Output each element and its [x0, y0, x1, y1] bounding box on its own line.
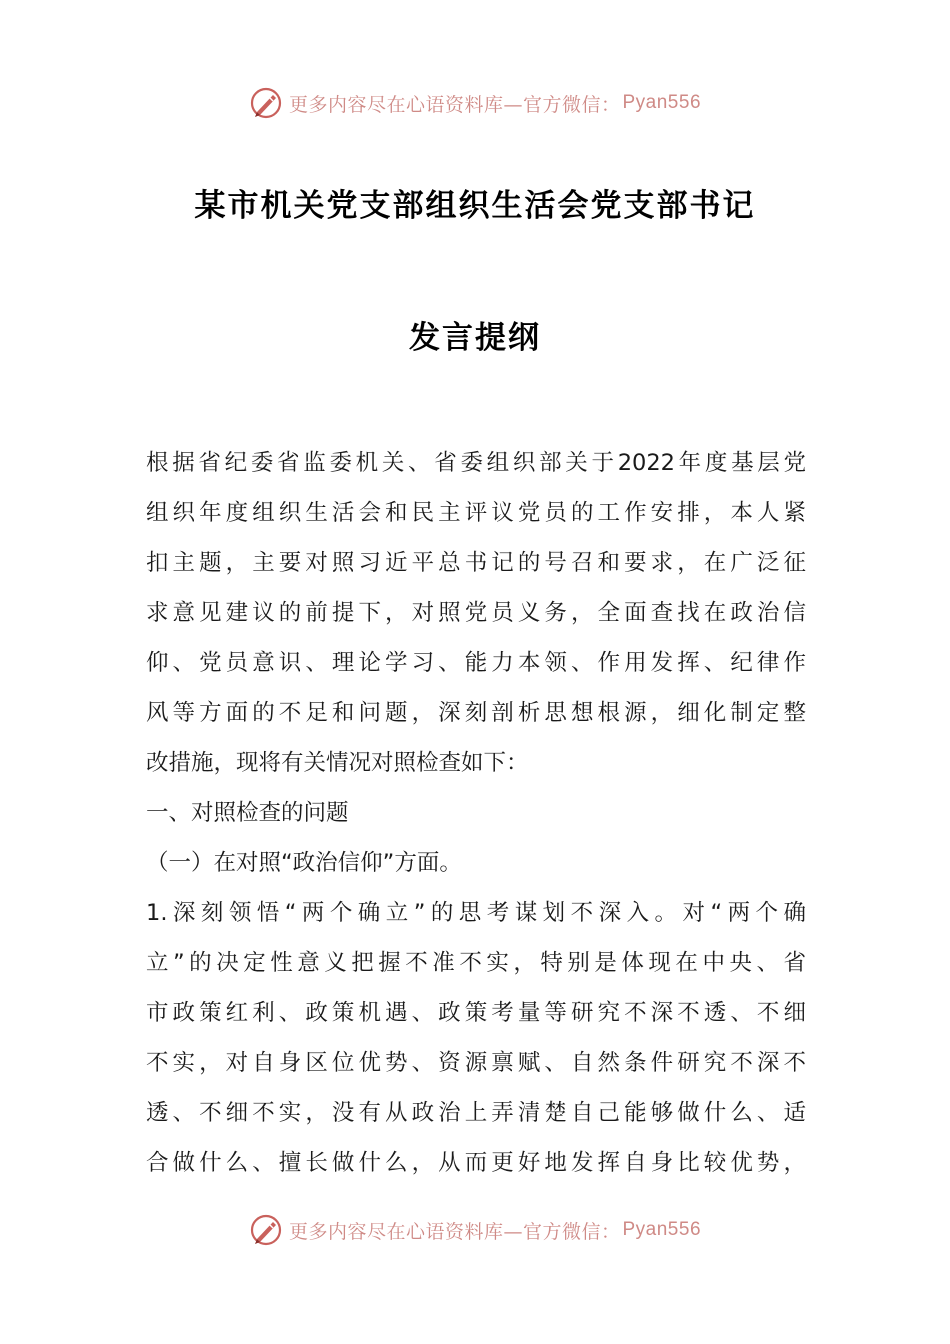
pen-logo-icon: [249, 86, 283, 120]
body-line: 根据省纪委省监委机关、省委组织部关于2022年度基层党: [146, 450, 806, 476]
document-body: [146, 438, 806, 1188]
pen-logo-icon: [249, 1213, 283, 1247]
section-heading: 一、对照检查的问题: [146, 800, 349, 826]
body-line: 改措施，现将有关情况对照检查如下：: [146, 750, 529, 776]
body-line: 透、不细不实，没有从政治上弄清楚自己能够做什么、适: [146, 1100, 806, 1126]
body-line: 扣主题，主要对照习近平总书记的号召和要求，在广泛征: [146, 550, 806, 576]
watermark-wechat-id: Pyan556: [622, 1219, 702, 1240]
body-line: 求意见建议的前提下，对照党员义务，全面查找在政治信: [146, 600, 806, 626]
subsection-heading: （一）在对照“政治信仰”方面。: [146, 850, 462, 876]
body-line: 组织年度组织生活会和民主评议党员的工作安排，本人紧: [146, 500, 806, 526]
body-line: 风等方面的不足和问题，深刻剖析思想根源，细化制定整: [146, 700, 806, 726]
watermark-text: 更多内容尽在心语资料库—官方微信：: [288, 93, 621, 116]
body-line: 合做什么、擅长做什么，从而更好地发挥自身比较优势，: [146, 1150, 806, 1176]
watermark-wechat-id: Pyan556: [622, 92, 702, 113]
document-title-line-1: 某市机关党支部组织生活会党支部书记: [194, 188, 756, 224]
watermark-text: 更多内容尽在心语资料库—官方微信：: [288, 1220, 621, 1243]
watermark-footer: [0, 1212, 950, 1248]
document-title-line-2: 发言提纲: [409, 320, 541, 356]
body-line: 不实，对自身区位优势、资源禀赋、自然条件研究不深不: [146, 1050, 806, 1076]
body-line: 1.深刻领悟“两个确立”的思考谋划不深入。对“两个确: [146, 900, 806, 926]
body-line: 立”的决定性意义把握不准不实，特别是体现在中央、省: [146, 950, 806, 976]
body-line: 市政策红利、政策机遇、政策考量等研究不深不透、不细: [146, 1000, 806, 1026]
watermark-header: [0, 85, 950, 121]
body-line: 仰、党员意识、理论学习、能力本领、作用发挥、纪律作: [146, 650, 806, 676]
